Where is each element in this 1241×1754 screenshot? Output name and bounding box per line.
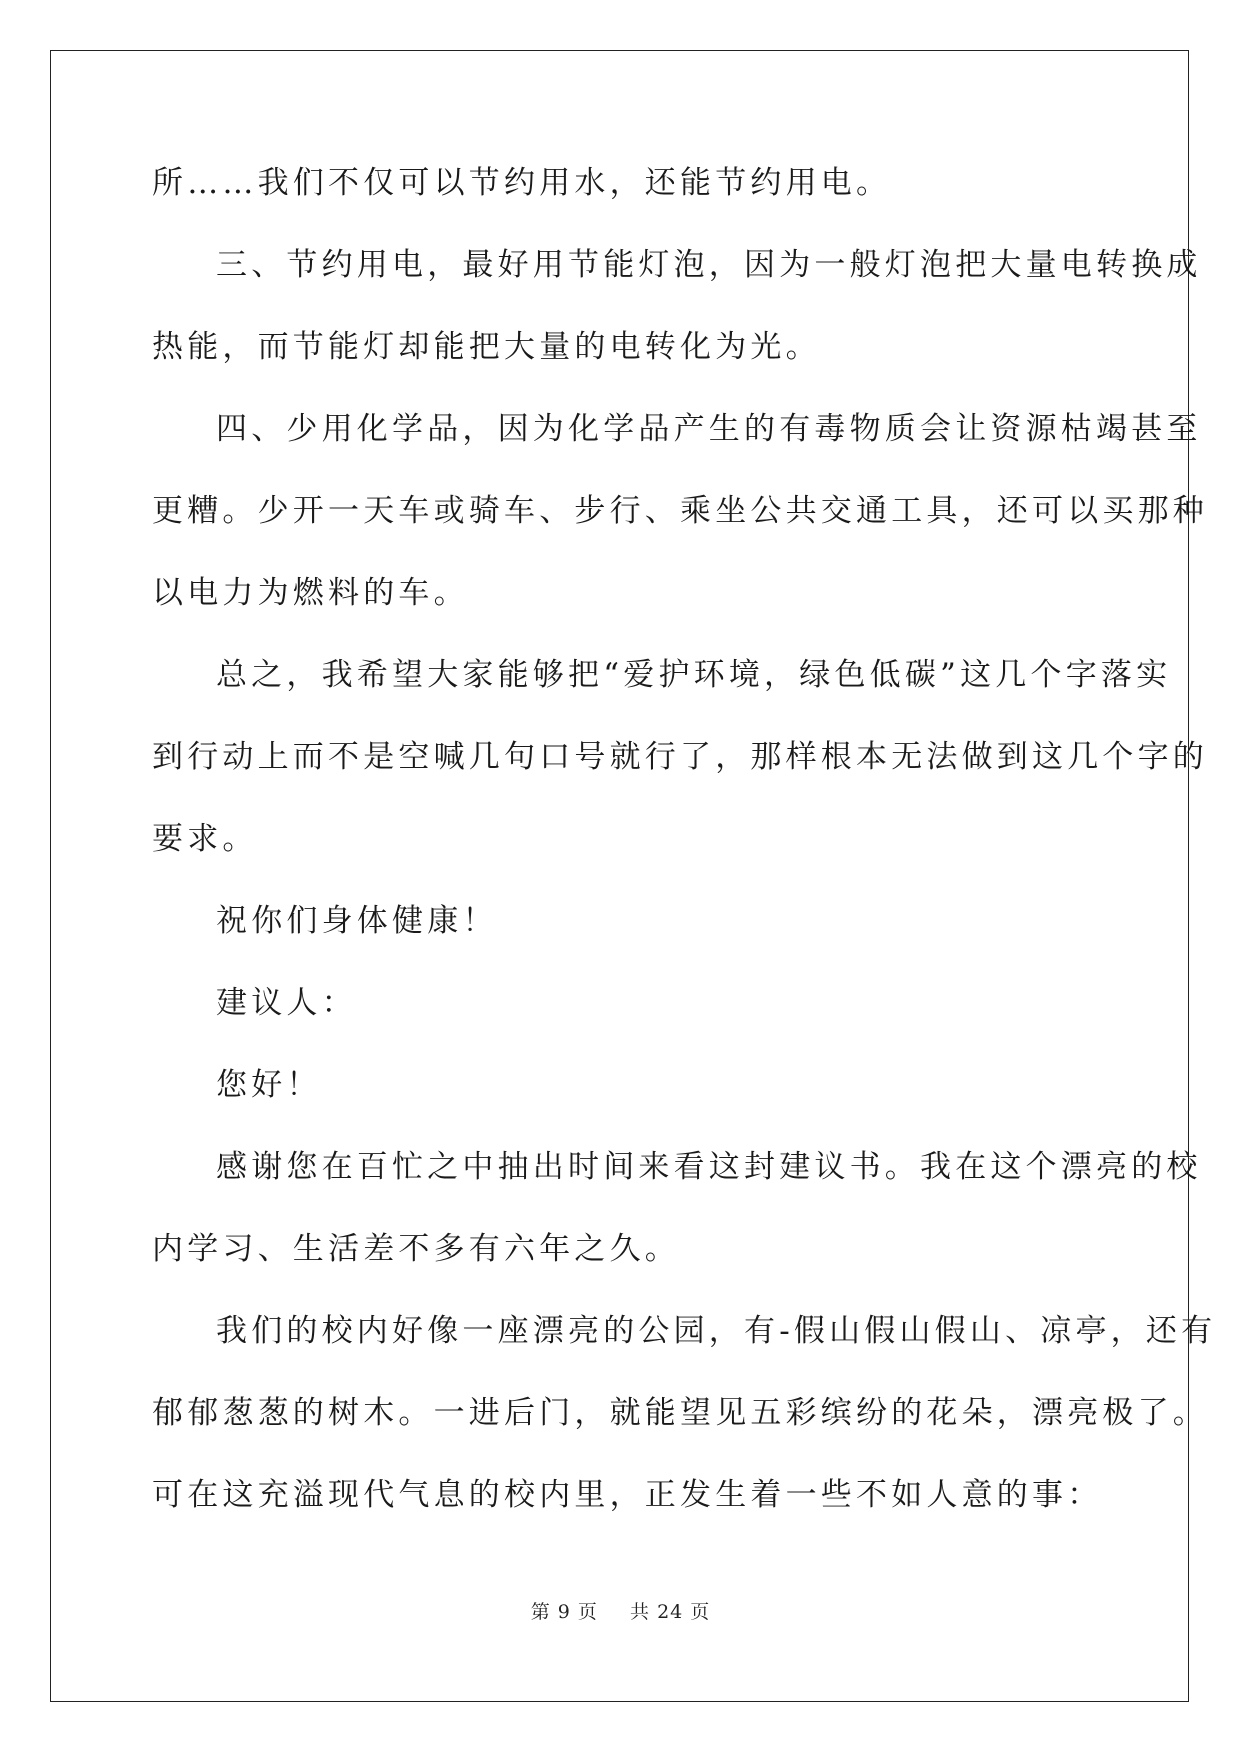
text-line: 总之，我希望大家能够把“爱护环境，绿色低碳”这几个字落实 [216,657,1172,693]
text-line: 三、节约用电，最好用节能灯泡，因为一般灯泡把大量电转换成 [216,247,1202,283]
text-line: 我们的校内好像一座漂亮的公园，有-假山假山假山、凉亭，还有 [216,1313,1217,1349]
text-line: 以电力为燃料的车。 [152,575,469,611]
text-line: 祝你们身体健康！ [216,903,498,939]
document-body [152,158,1217,1552]
text-line: 感谢您在百忙之中抽出时间来看这封建议书。我在这个漂亮的校 [216,1149,1202,1185]
text-line: 到行动上而不是空喊几句口号就行了，那样根本无法做到这几个字的 [152,739,1208,775]
page-number: 第 9 页 [530,1601,598,1623]
text-line: 要求。 [152,821,258,857]
page-total: 共 24 页 [630,1601,711,1623]
page-footer [0,1597,1241,1624]
text-line: 郁郁葱葱的树木。一进后门，就能望见五彩缤纷的花朵，漂亮极了。 [152,1395,1208,1431]
text-line: 可在这充溢现代气息的校内里，正发生着一些不如人意的事： [152,1477,1103,1513]
text-line: 所……我们不仅可以节约用水，还能节约用电。 [152,165,892,201]
text-line: 您好！ [216,1067,322,1103]
text-line: 内学习、生活差不多有六年之久。 [152,1231,680,1267]
text-line: 更糟。少开一天车或骑车、步行、乘坐公共交通工具，还可以买那种 [152,493,1208,529]
text-line: 四、少用化学品，因为化学品产生的有毒物质会让资源枯竭甚至 [216,411,1202,447]
text-line: 热能，而节能灯却能把大量的电转化为光。 [152,329,821,365]
text-line: 建议人： [216,985,357,1021]
